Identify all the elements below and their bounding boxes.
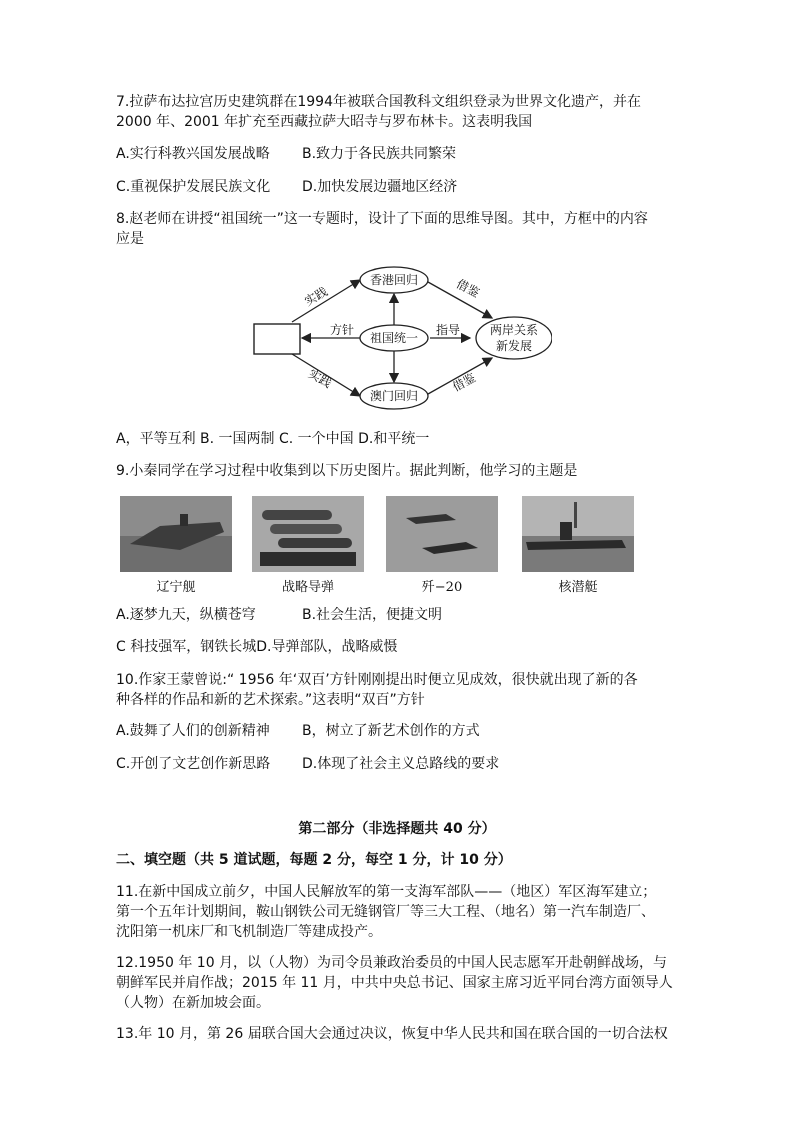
q11-line3: 沈阳第一机床厂和飞机制造厂等建成投产。 bbox=[116, 924, 382, 940]
photo-caption-1: 辽宁舰 bbox=[156, 580, 196, 595]
liaoning-carrier-photo bbox=[120, 496, 232, 572]
label-reference-top: 借鉴 bbox=[453, 276, 482, 301]
q7-stem-line1: 7.拉萨布达拉宫历史建筑群在1994年被联合国教科文组织登录为世界文化遗产，并在 bbox=[116, 94, 641, 110]
q10-option-a[interactable]: A.鼓舞了人们的创新精神 bbox=[116, 723, 270, 739]
node-hongkong: 香港回归 bbox=[369, 273, 419, 287]
label-practice-top: 实践 bbox=[302, 284, 330, 309]
q7-option-c[interactable]: C.重视保护发展民族文化 bbox=[116, 179, 271, 195]
q12-line3: （人物）在新加坡会面。 bbox=[116, 995, 270, 1011]
q12-line1: 12.1950 年 10 月，以（人物）为司令员兼政治委员的中国人民志愿军开赴朝鲜战场，与 bbox=[116, 955, 668, 971]
q12-line2: 朝鲜军民并肩作战；2015 年 11 月，中共中央总书记、国家主席习近平同台湾方面领导人 bbox=[116, 975, 673, 991]
q11-line2: 第一个五年计划期间，鞍山钢铁公司无缝钢管厂等三大工程、（地名）第一汽车制造厂、 bbox=[116, 904, 655, 920]
label-reference-bottom: 借鉴 bbox=[450, 370, 479, 395]
fill-blank-section-heading: 二、填空题（共 5 道试题，每题 2 分，每空 1 分，计 10 分） bbox=[116, 852, 512, 868]
q10-option-d[interactable]: D.体现了社会主义总路线的要求 bbox=[302, 756, 500, 772]
answer-blank-box bbox=[254, 324, 300, 354]
label-policy: 方针 bbox=[329, 323, 355, 337]
q8-stem-line1: 8.赵老师在讲授“祖国统一”这一专题时，设计了下面的思维导图。其中，方框中的内容 bbox=[116, 211, 648, 227]
q10-option-c[interactable]: C.开创了文艺创作新思路 bbox=[116, 756, 271, 772]
historical-photos bbox=[116, 496, 646, 596]
q7-stem-line2: 2000 年、2001 年扩充至西藏拉萨大昭寺与罗布林卡。这表明我国 bbox=[116, 114, 533, 130]
mind-map-diagram bbox=[252, 258, 552, 414]
q10-stem-line2: 种各样的作品和新的艺术探索。”这表明“双百”方针 bbox=[116, 692, 425, 708]
q8-stem-line2: 应是 bbox=[116, 231, 144, 247]
q7-option-a[interactable]: A.实行科教兴国发展战略 bbox=[116, 146, 270, 162]
q9-option-b[interactable]: B.社会生活，便捷文明 bbox=[302, 607, 443, 623]
q8-options[interactable]: A，平等互利 B. 一国两制 C. 一个中国 D.和平统一 bbox=[116, 431, 430, 447]
node-macau: 澳门回归 bbox=[369, 389, 419, 403]
j20-photo bbox=[386, 496, 498, 572]
q9-option-a[interactable]: A.逐梦九天，纵横苍穹 bbox=[116, 607, 256, 623]
photo-caption-3: 歼−20 bbox=[421, 580, 463, 595]
label-guide: 指导 bbox=[435, 323, 461, 337]
photo-caption-2: 战略导弹 bbox=[281, 580, 334, 595]
q9-option-c-d[interactable]: C 科技强军，钢铁长城D.导弹部队，战略威慑 bbox=[116, 639, 398, 655]
nuclear-submarine-photo bbox=[522, 496, 634, 572]
q13-line1: 13.年 10 月，第 26 届联合国大会通过决议，恢复中华人民共和国在联合国的一切合法权 bbox=[116, 1026, 668, 1042]
q11-line1: 11.在新中国成立前夕，中国人民解放军的第一支海军部队——（地区）军区海军建立； bbox=[116, 884, 657, 900]
label-practice-bottom: 实践 bbox=[306, 366, 334, 391]
q10-stem-line1: 10.作家王蒙曾说:“ 1956 年‘双百’方针刚刚提出时便立见成效，很快就出现了新的各 bbox=[116, 672, 638, 688]
missile-photo bbox=[252, 496, 364, 572]
q10-option-b[interactable]: B，树立了新艺术创作的方式 bbox=[302, 723, 480, 739]
node-center: 祖国统一 bbox=[369, 331, 419, 345]
q9-stem-line1: 9.小秦同学在学习过程中收集到以下历史图片。据此判断，他学习的主题是 bbox=[116, 463, 578, 479]
q7-option-d[interactable]: D.加快发展边疆地区经济 bbox=[302, 179, 458, 195]
node-cross-strait-line1: 两岸关系 bbox=[489, 323, 539, 337]
q7-option-b[interactable]: B.致力于各民族共同繁荣 bbox=[302, 146, 457, 162]
photo-caption-4: 核潜艇 bbox=[558, 580, 598, 595]
node-cross-strait-line2: 新发展 bbox=[495, 339, 533, 353]
part-two-title: 第二部分（非选择题共 40 分） bbox=[298, 821, 496, 837]
